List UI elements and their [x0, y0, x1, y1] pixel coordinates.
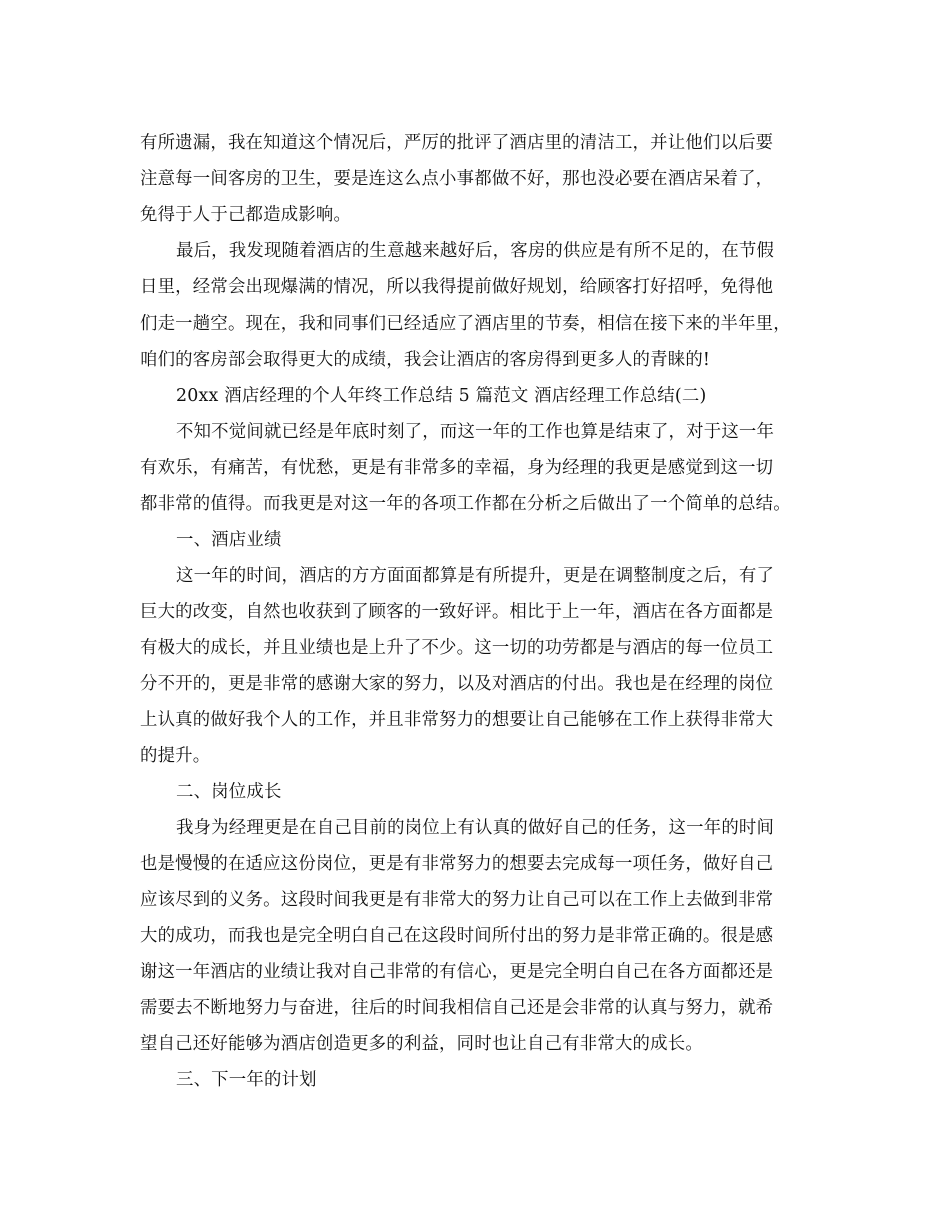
text-line: 大的成功，而我也是完全明白自己在这段时间所付出的努力是非常正确的。很是感 — [140, 926, 774, 946]
text-line: 咱们的客房部会取得更大的成绩，我会让酒店的客房得到更多人的青睐的! — [140, 350, 711, 370]
text-line: 不知不觉间就已经是年底时刻了，而这一年的工作也算是结束了，对于这一年 — [176, 422, 775, 442]
section-heading: 二、岗位成长 — [176, 782, 282, 802]
text-line: 们走一趟空。现在，我和同事们已经适应了酒店里的节奏，相信在接下来的半年里， — [140, 314, 791, 334]
text-line: 免得于人于己都造成影响。 — [140, 205, 352, 225]
text-line: 有极大的成长，并且业绩也是上升了不少。这一切的功劳都是与酒店的每一位员工 — [140, 638, 774, 658]
text-line: 谢这一年酒店的业绩让我对自己非常的有信心，更是完全明白自己在各方面都还是 — [140, 962, 774, 982]
text-line: 注意每一间客房的卫生，要是连这么点小事都做不好，那也没必要在酒店呆着了， — [140, 169, 774, 189]
text-line: 日里，经常会出现爆满的情况，所以我得提前做好规划，给顾客打好招呼，免得他 — [140, 277, 774, 297]
text-line: 都非常的值得。而我更是对这一年的各项工作都在分析之后做出了一个简单的总结。 — [140, 494, 791, 514]
text-line: 这一年的时间，酒店的方方面面都算是有所提升，更是在调整制度之后，有了 — [176, 566, 775, 586]
text-line: 应该尽到的义务。这段时间我更是有非常大的努力让自己可以在工作上去做到非常 — [140, 890, 774, 910]
section-heading: 三、下一年的计划 — [176, 1070, 317, 1090]
text-line: 有所遗漏，我在知道这个情况后，严厉的批评了酒店里的清洁工，并让他们以后要 — [140, 133, 774, 153]
text-line: 巨大的改变，自然也收获到了顾客的一致好评。相比于上一年，酒店在各方面都是 — [140, 602, 774, 622]
text-line: 我身为经理更是在自己目前的岗位上有认真的做好自己的任务，这一年的时间 — [176, 818, 775, 838]
section-title: 20xx 酒店经理的个人年终工作总结 5 篇范文 酒店经理工作总结(二) — [176, 386, 707, 406]
text-line: 也是慢慢的在适应这份岗位，更是有非常努力的想要去完成每一项任务，做好自己 — [140, 854, 774, 874]
text-line: 的提升。 — [140, 746, 211, 766]
text-line: 分不开的，更是非常的感谢大家的努力，以及对酒店的付出。我也是在经理的岗位 — [140, 674, 774, 694]
text-line: 上认真的做好我个人的工作，并且非常努力的想要让自己能够在工作上获得非常大 — [140, 710, 774, 730]
text-line: 需要去不断地努力与奋进，往后的时间我相信自己还是会非常的认真与努力，就希 — [140, 998, 774, 1018]
text-line: 有欢乐，有痛苦，有忧愁，更是有非常多的幸福，身为经理的我更是感觉到这一切 — [140, 458, 774, 478]
section-heading: 一、酒店业绩 — [176, 530, 282, 550]
text-line: 最后，我发现随着酒店的生意越来越好后，客房的供应是有所不足的，在节假 — [176, 241, 775, 261]
text-line: 望自己还好能够为酒店创造更多的利益，同时也让自己有非常大的成长。 — [140, 1034, 703, 1054]
